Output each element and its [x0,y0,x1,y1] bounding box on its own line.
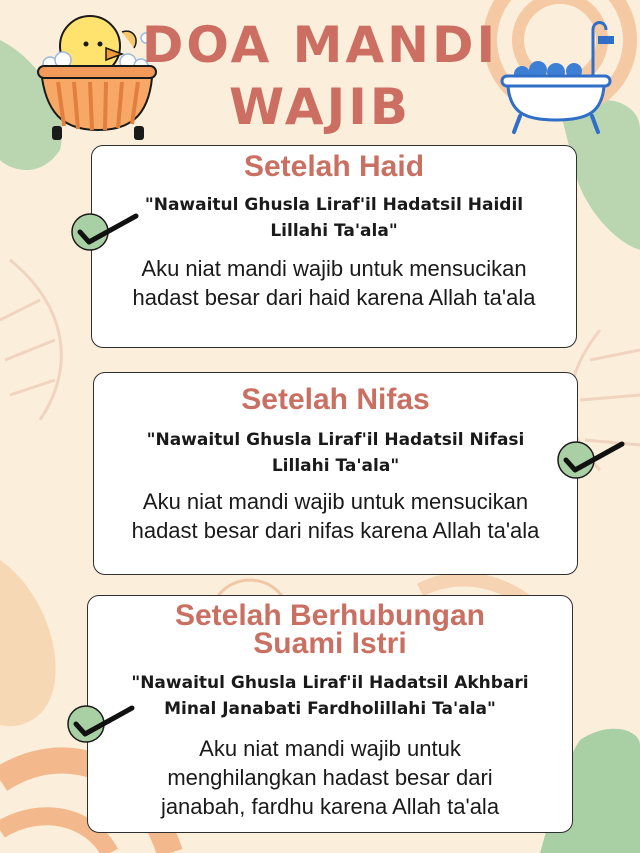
page-title-line1: DOA MANDI [141,16,499,74]
card-setelah-nifas [93,372,578,575]
niat-text: "Nawaitul Ghusla Liraf'il Hadatsil Haidil Lillahi Ta'ala" [144,195,524,241]
checkmark-icon [556,438,626,482]
card-setelah-haid [91,145,577,348]
meaning-text: Aku niat mandi wajib untuk menghilangkan hadast besar dari janabah, fardhu karena Allah ta'ala [160,736,500,819]
meaning-text: Aku niat mandi wajib untuk mensucikan hadast besar dari haid karena Allah ta'ala [132,256,536,310]
meaning-text: Aku niat mandi wajib untuk mensucikan hadast besar dari nifas karena Allah ta'ala [131,489,540,543]
niat-text: "Nawaitul Ghusla Liraf'il Hadatsil Nifasi Lillahi Ta'ala" [146,430,525,476]
checkmark-icon [66,702,136,746]
card-heading: Setelah Haid [243,150,425,183]
niat-text: "Nawaitul Ghusla Liraf'il Hadatsil Akhbari Minal Janabati Fardholillahi Ta'ala" [131,673,529,719]
card-heading: Setelah Berhubungan Suami Istri [174,599,486,660]
card-heading: Setelah Nifas [241,383,430,416]
page-title-line2: WAJIB [229,78,411,136]
card-setelah-berhubungan [87,595,573,833]
checkmark-icon [70,210,140,254]
